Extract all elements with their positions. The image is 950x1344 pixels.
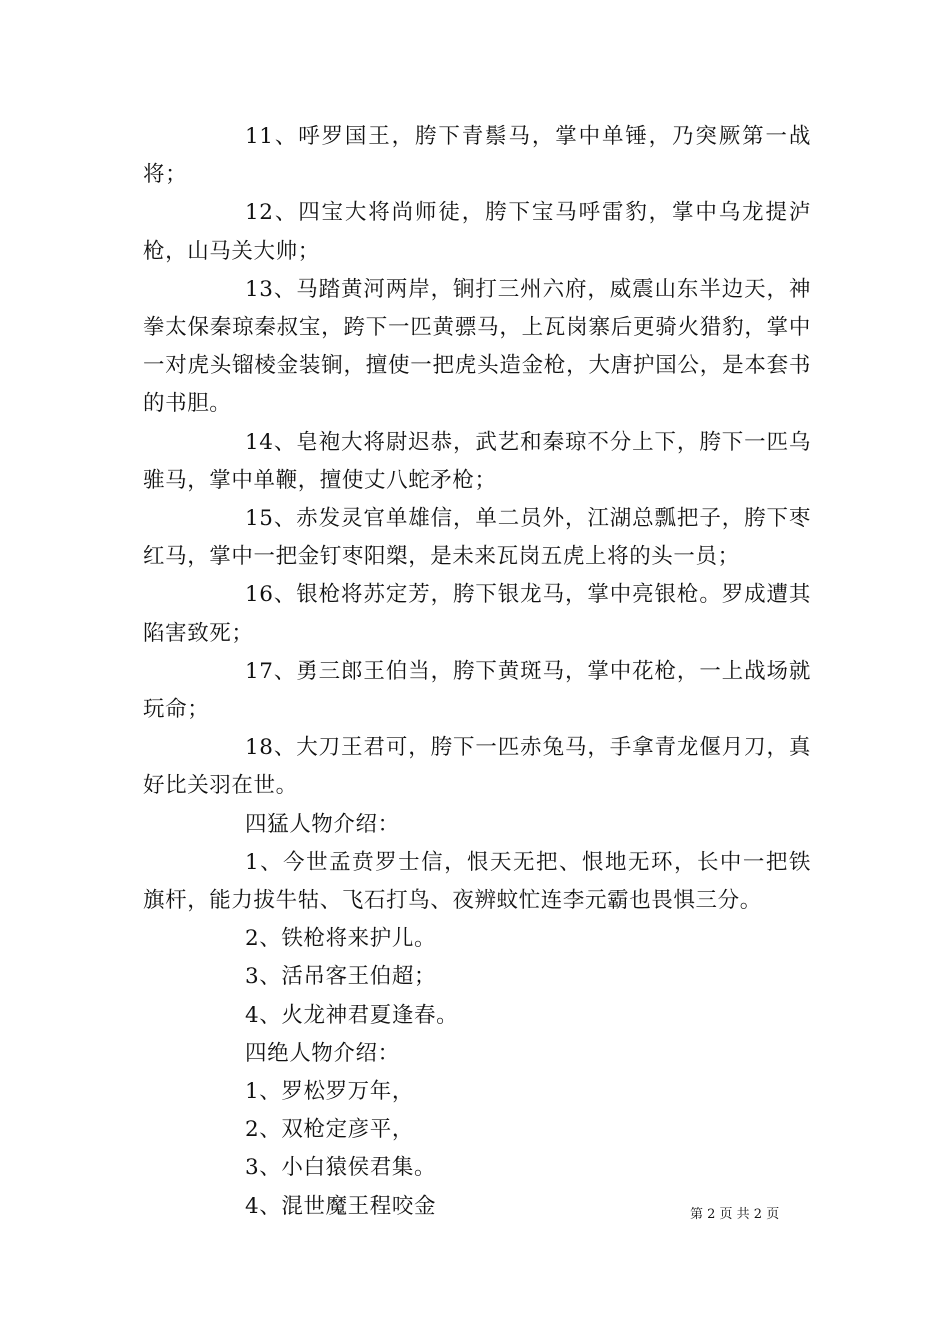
paragraph-18: 18、大刀王君可，胯下一匹赤兔马，手拿青龙偃月刀，真好比关羽在世。 <box>143 735 811 799</box>
paragraph-12: 12、四宝大将尚师徒，胯下宝马呼雷豹，掌中乌龙提泸枪，山马关大帅； <box>143 200 811 264</box>
section-heading-four-unique: 四绝人物介绍： <box>245 1040 400 1066</box>
paragraph-13: 13、马踏黄河两岸，锏打三州六府，威震山东半边天，神拳太保秦琼秦叔宝，跨下一匹黄骠马，上瓦岗寨后更骑火猎豹，掌中一对虎头镏棱金装锏，擅使一把虎头造金枪，大唐护国公，是本套书的书胆。 <box>143 276 811 417</box>
paragraph-11: 11、呼罗国王，胯下青鬃马，掌中单锤，乃突厥第一战将； <box>143 124 811 188</box>
page-number-footer: 第 2 页 共 2 页 <box>690 1207 780 1222</box>
paragraph-14: 14、皂袍大将尉迟恭，武艺和秦琼不分上下，胯下一匹乌骓马，掌中单鞭，擅使丈八蛇矛枪； <box>143 429 811 493</box>
paragraph-16: 16、银枪将苏定芳，胯下银龙马，掌中亮银枪。罗成遭其陷害致死； <box>143 582 811 646</box>
four-unique-item-4: 4、混世魔王程咬金 <box>245 1193 437 1219</box>
four-fierce-item-4: 4、火龙神君夏逢春。 <box>245 1002 459 1028</box>
document-body <box>143 118 811 1226</box>
four-unique-item-3: 3、小白猿侯君集。 <box>245 1155 437 1181</box>
paragraph-17: 17、勇三郎王伯当，胯下黄斑马，掌中花枪，一上战场就玩命； <box>143 658 811 723</box>
section-heading-four-fierce: 四猛人物介绍： <box>245 811 400 837</box>
four-unique-item-2: 2、双枪定彦平， <box>245 1117 414 1143</box>
four-fierce-item-1: 1、今世孟贲罗士信，恨天无把、恨地无环，长中一把铁旗杆，能力拔牛牯、飞石打鸟、夜辨蚊忙连李元霸也畏惧三分。 <box>143 849 811 914</box>
four-fierce-item-2: 2、铁枪将来护儿。 <box>245 926 437 952</box>
four-unique-item-1: 1、罗松罗万年， <box>245 1079 414 1105</box>
paragraph-15: 15、赤发灵官单雄信，单二员外，江湖总瓢把子，胯下枣红马，掌中一把金钉枣阳槊，是未来瓦岗五虎上将的头一员； <box>143 506 811 570</box>
four-fierce-item-3: 3、活吊客王伯超； <box>245 964 437 990</box>
